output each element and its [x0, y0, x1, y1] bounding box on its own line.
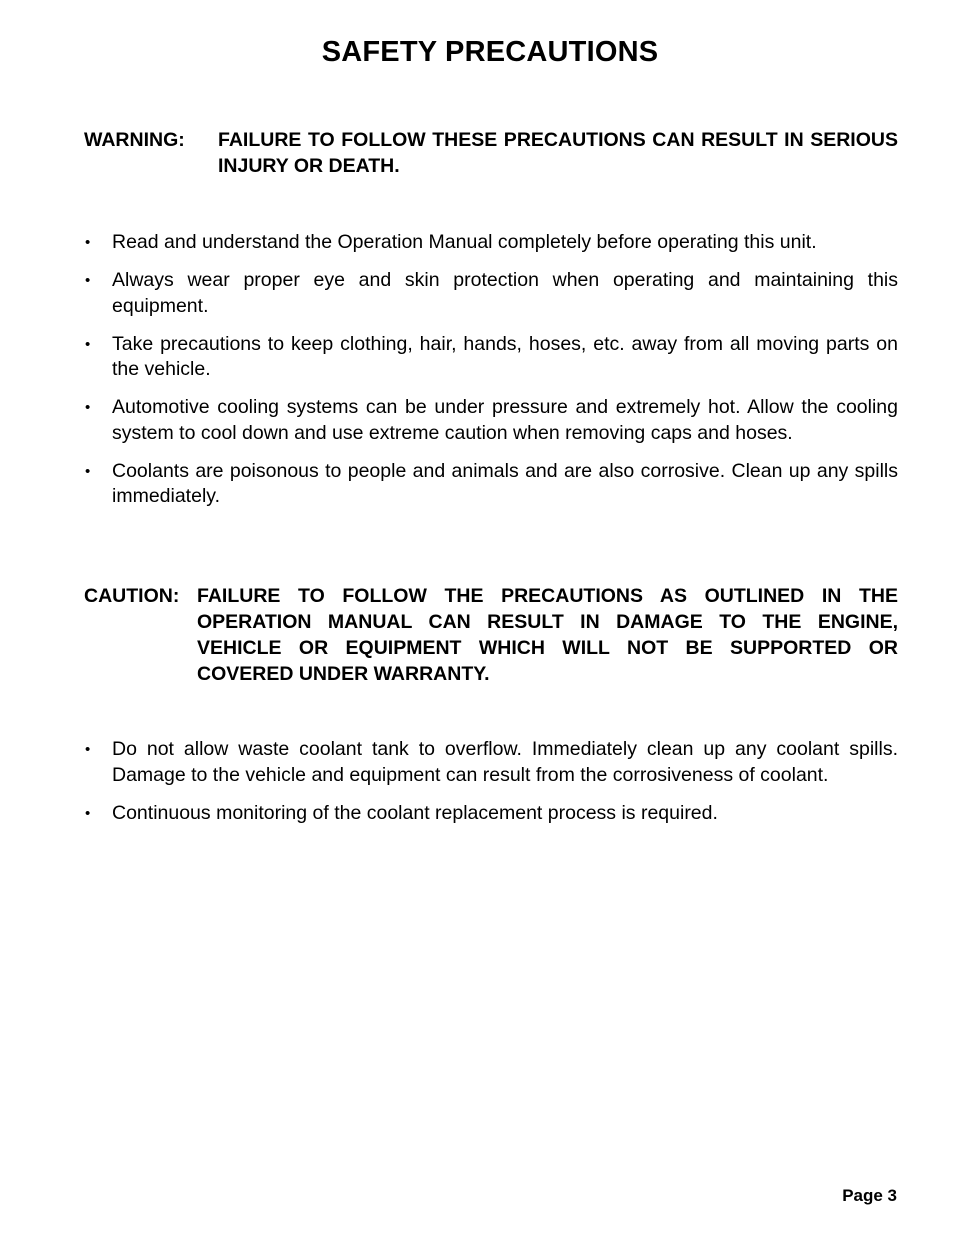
bullet-icon: •: [85, 804, 91, 822]
list-item-text: Read and understand the Operation Manual completely before operating this unit.: [112, 231, 817, 253]
bullet-icon: •: [85, 462, 91, 480]
bullet-icon: •: [85, 741, 91, 758]
list-item: [84, 332, 898, 383]
list-item: [84, 459, 898, 510]
caution-text: FAILURE TO FOLLOW THE PRECAUTIONS AS OUTLINED IN THE OPERATION MANUAL CAN RESULT IN DAMAGE TO THE ENGINE, VEHICLE OR EQUIPMENT WHICH WILL NOT BE SUPPORTED OR COVERED UNDER WARRANTY.: [197, 585, 898, 685]
bullet-icon: •: [85, 272, 91, 289]
list-item-text: Do not allow waste coolant tank to overflow. Immediately clean up any coolant spills. Damage to the vehicle and equipment can result from the corrosiveness of coolant.: [112, 738, 898, 786]
list-item-text: Continuous monitoring of the coolant replacement process is required.: [112, 801, 718, 824]
caution-label: CAUTION:: [84, 585, 180, 607]
list-item-text: Coolants are poisonous to people and animals and are also corrosive. Clean up any spills immediately.: [112, 459, 898, 507]
list-item: [84, 230, 898, 256]
warning-text: FAILURE TO FOLLOW THESE PRECAUTIONS CAN RESULT IN SERIOUS INJURY OR DEATH.: [218, 129, 898, 177]
list-item-text: Always wear proper eye and skin protection when operating and maintaining this equipment.: [112, 269, 898, 317]
warning-notice: [84, 127, 898, 179]
list-item-text: Take precautions to keep clothing, hair, hands, hoses, etc. away from all moving parts on the vehicle.: [112, 332, 898, 380]
list-item: [84, 395, 898, 446]
warning-label: WARNING:: [84, 129, 185, 151]
list-item: [84, 737, 898, 788]
bullet-icon: •: [85, 335, 91, 353]
list-item: [84, 268, 898, 319]
page-number: Page 3: [842, 1186, 897, 1205]
bullet-icon: •: [85, 234, 91, 251]
warning-precautions-list: [84, 230, 898, 522]
caution-notice: [84, 583, 898, 687]
page-title: SAFETY PRECAUTIONS: [321, 36, 659, 68]
caution-precautions-list: [84, 737, 898, 839]
list-item-text: Automotive cooling systems can be under pressure and extremely hot. Allow the cooling system to cool down and use extreme caution when removing caps and hoses.: [112, 396, 898, 444]
bullet-icon: •: [85, 399, 91, 416]
list-item: [84, 801, 898, 827]
